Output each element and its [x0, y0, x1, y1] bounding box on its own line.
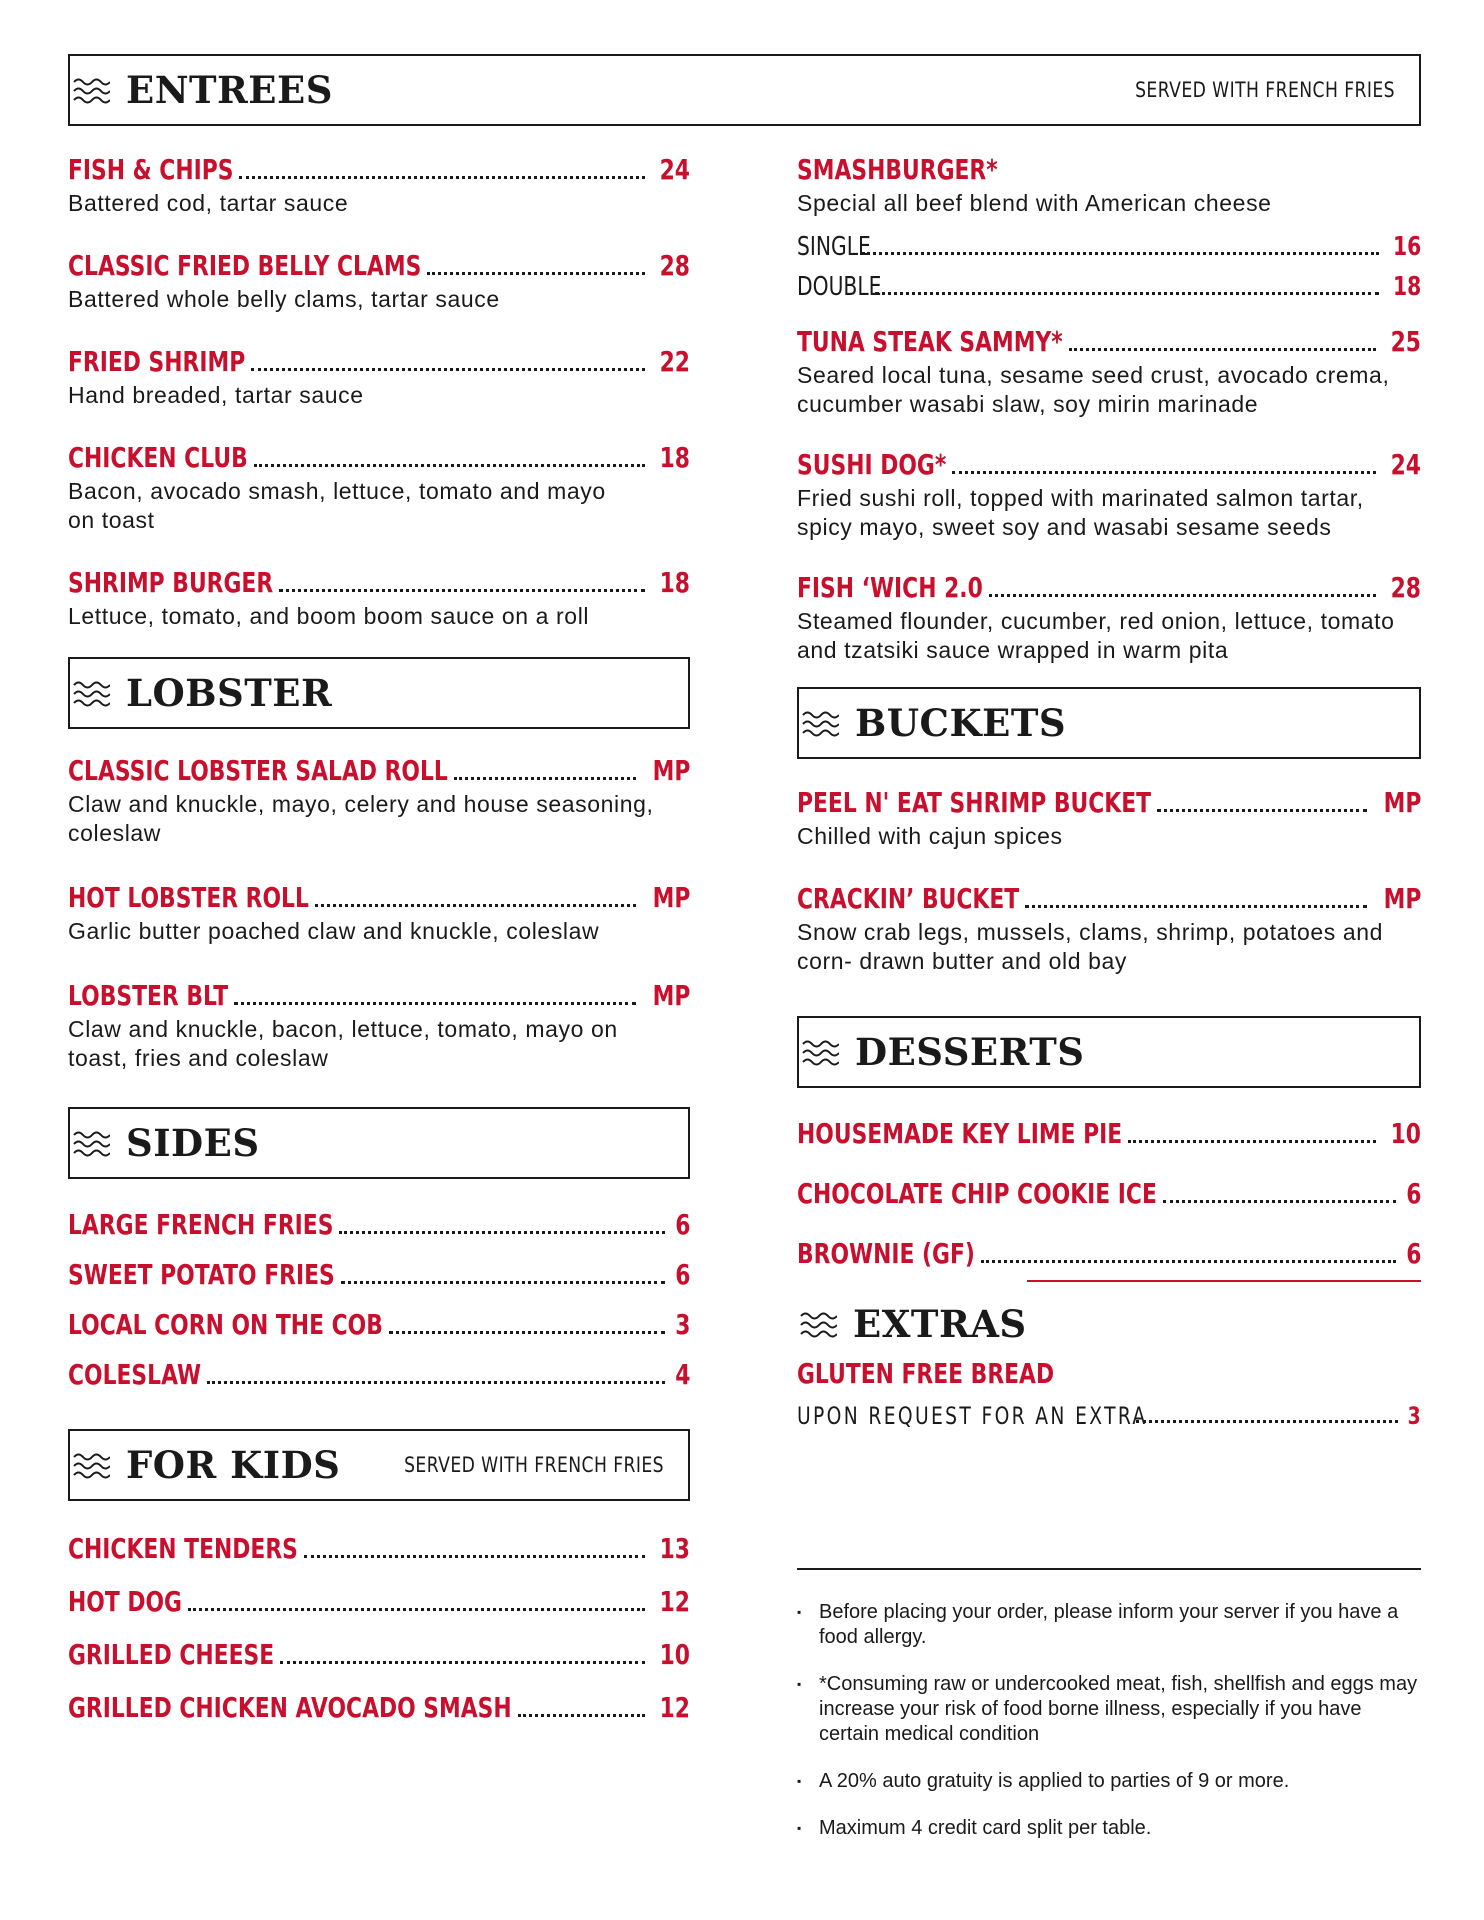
menu-item [68, 974, 690, 1073]
leader-dots [341, 1281, 665, 1284]
item-price: 24 [659, 153, 690, 186]
item-name: COLESLAW [68, 1358, 202, 1391]
item-name: LOBSTER BLT [68, 979, 229, 1012]
item-price: 12 [659, 1691, 690, 1724]
menu-item [797, 443, 1421, 542]
extras-price: 3 [1407, 1402, 1421, 1430]
leader-dots [389, 1331, 665, 1334]
leader-dots [239, 176, 645, 179]
item-name: PEEL N' EAT SHRIMP BUCKET [797, 786, 1152, 819]
item-name: GRILLED CHEESE [68, 1638, 275, 1671]
waves-icon [801, 1038, 839, 1068]
menu-item [68, 1203, 690, 1241]
sides-header [68, 1107, 690, 1179]
item-name: SUSHI DOG* [797, 448, 947, 481]
footnote: ▪ Maximum 4 credit card split per table. [797, 1816, 1421, 1841]
entrees-note: SERVED WITH FRENCH FRIES [1135, 78, 1395, 102]
waves-icon [799, 1310, 837, 1340]
leader-dots [315, 904, 636, 907]
leader-dots [1136, 1420, 1398, 1423]
item-name: SMASHBURGER* [797, 153, 998, 186]
menu-item [797, 566, 1421, 665]
item-price: 18 [659, 566, 690, 599]
item-price: 10 [1390, 1117, 1421, 1150]
item-desc: Garlic butter poached claw and knuckle, coleslaw [68, 918, 600, 944]
item-desc: Steamed flounder, cucumber, red onion, lettuce, tomato and tzatsiki sauce wrapped in warm pita [797, 608, 1395, 663]
item-desc: Claw and knuckle, bacon, lettuce, tomato, mayo on toast, fries and coleslaw [68, 1016, 618, 1071]
single-price: 16 [1392, 232, 1421, 262]
item-price: 3 [674, 1308, 690, 1341]
menu-item [68, 244, 690, 314]
leader-dots [427, 272, 645, 275]
item-price: 6 [674, 1208, 690, 1241]
menu-item-smashburger [797, 148, 1421, 302]
leader-dots [207, 1381, 664, 1384]
item-name: CRACKIN’ BUCKET [797, 882, 1020, 915]
desserts-rule [1027, 1280, 1421, 1282]
leader-dots [1157, 809, 1367, 812]
menu-item [68, 1633, 690, 1671]
item-desc: Chilled with cajun spices [797, 823, 1063, 849]
item-name: CHICKEN CLUB [68, 441, 248, 474]
extras-title: EXTRAS [853, 1302, 1027, 1346]
item-name: HOT DOG [68, 1585, 182, 1618]
item-desc: Bacon, avocado smash, lettuce, tomato and mayo on toast [68, 478, 606, 533]
leader-dots [862, 252, 1379, 255]
menu-item [797, 1112, 1421, 1150]
entrees-header [68, 54, 1421, 126]
lobster-list [68, 749, 690, 1073]
leader-dots [304, 1555, 645, 1558]
extras-sub-label: UPON REQUEST FOR AN EXTRA [797, 1402, 1148, 1430]
double-label: DOUBLE [797, 272, 882, 302]
leader-dots [989, 594, 1376, 597]
single-label: SINGLE [797, 232, 871, 262]
item-name: CHICKEN TENDERS [68, 1532, 298, 1565]
menu-item [68, 436, 690, 535]
waves-icon [801, 709, 839, 739]
item-desc: Battered cod, tartar sauce [68, 190, 349, 216]
footnotes [797, 1568, 1421, 1841]
left-column [68, 148, 690, 1724]
item-price: 12 [659, 1585, 690, 1618]
menu-item [68, 1253, 690, 1291]
waves-icon [72, 1451, 110, 1481]
leader-dots [254, 464, 645, 467]
menu-item [68, 1303, 690, 1341]
item-price: 28 [1390, 571, 1421, 604]
item-name: CLASSIC FRIED BELLY CLAMS [68, 249, 422, 282]
item-desc: Snow crab legs, mussels, clams, shrimp, potatoes and corn- drawn butter and old bay [797, 919, 1383, 974]
footnote: ▪ A 20% auto gratuity is applied to parties of 9 or more. [797, 1769, 1421, 1794]
menu-item [68, 1580, 690, 1618]
item-price: 25 [1390, 325, 1421, 358]
leader-dots [234, 1002, 635, 1005]
menu-item [68, 876, 690, 946]
menu-item [797, 1172, 1421, 1210]
item-name: LOCAL CORN ON THE COB [68, 1308, 383, 1341]
menu-item [68, 1353, 690, 1391]
double-price: 18 [1392, 272, 1421, 302]
leader-dots [1128, 1140, 1376, 1143]
item-name: HOT LOBSTER ROLL [68, 881, 309, 914]
item-price: MP [652, 754, 690, 787]
leader-dots [518, 1714, 645, 1717]
menu-item [68, 1527, 690, 1565]
item-price: 6 [674, 1258, 690, 1291]
item-name: CLASSIC LOBSTER SALAD ROLL [68, 754, 448, 787]
item-price: 6 [1405, 1237, 1421, 1270]
menu-item [68, 561, 690, 631]
menu-item [68, 148, 690, 218]
item-price: 10 [659, 1638, 690, 1671]
smashburger-single [797, 222, 1421, 262]
entrees-title: ENTREES [126, 68, 333, 112]
menu-item [797, 877, 1421, 976]
menu-item [797, 1232, 1421, 1270]
leader-dots [1163, 1200, 1396, 1203]
leader-dots [952, 471, 1376, 474]
leader-dots [280, 1661, 645, 1664]
leader-dots [1025, 905, 1366, 908]
item-price: 24 [1390, 448, 1421, 481]
item-price: MP [1383, 882, 1421, 915]
item-price: MP [1383, 786, 1421, 819]
menu-item [68, 1686, 690, 1724]
item-name: HOUSEMADE KEY LIME PIE [797, 1117, 1123, 1150]
sides-list [68, 1203, 690, 1391]
item-name: FISH & CHIPS [68, 153, 234, 186]
entrees-left-list [68, 148, 690, 631]
item-name: LARGE FRENCH FRIES [68, 1208, 334, 1241]
desserts-list [797, 1112, 1421, 1270]
leader-dots [454, 777, 636, 780]
item-name: FRIED SHRIMP [68, 345, 246, 378]
menu-item-extras [797, 1352, 1421, 1430]
item-price: 18 [659, 441, 690, 474]
kids-list [68, 1527, 690, 1724]
item-price: MP [652, 979, 690, 1012]
item-desc: Claw and knuckle, mayo, celery and house seasoning, coleslaw [68, 791, 654, 846]
leader-dots [188, 1608, 645, 1611]
item-name: GLUTEN FREE BREAD [797, 1357, 1055, 1390]
item-desc: Special all beef blend with American cheese [797, 190, 1272, 216]
sides-title: SIDES [126, 1121, 260, 1165]
item-desc: Seared local tuna, sesame seed crust, avocado crema, cucumber wasabi slaw, soy mirin marinade [797, 362, 1390, 417]
footnote: ▪ *Consuming raw or undercooked meat, fish, shellfish and eggs may increase your risk of food borne illness, especially if you have certain medical condition [797, 1672, 1421, 1747]
item-price: 4 [674, 1358, 690, 1391]
desserts-header [797, 1016, 1421, 1088]
right-column [797, 148, 1421, 1430]
leader-dots [279, 589, 645, 592]
item-price: 22 [659, 345, 690, 378]
smashburger-double [797, 262, 1421, 302]
menu-item [68, 340, 690, 410]
menu-item [68, 749, 690, 848]
item-name: FISH ‘WICH 2.0 [797, 571, 983, 604]
item-desc: Lettuce, tomato, and boom boom sauce on a roll [68, 603, 590, 629]
item-name: BROWNIE (GF) [797, 1237, 975, 1270]
item-name: GRILLED CHICKEN AVOCADO SMASH [68, 1691, 512, 1724]
lobster-header [68, 657, 690, 729]
menu-item [797, 781, 1421, 851]
item-name: TUNA STEAK SAMMY* [797, 325, 1063, 358]
item-price: 13 [659, 1532, 690, 1565]
leader-dots [981, 1260, 1396, 1263]
kids-title: FOR KIDS [126, 1443, 341, 1487]
leader-dots [251, 368, 645, 371]
item-desc: Battered whole belly clams, tartar sauce [68, 286, 500, 312]
buckets-header [797, 687, 1421, 759]
item-price: 28 [659, 249, 690, 282]
item-name: SHRIMP BURGER [68, 566, 274, 599]
lobster-title: LOBSTER [126, 671, 333, 715]
item-desc: Hand breaded, tartar sauce [68, 382, 364, 408]
footnote: ▪ Before placing your order, please inform your server if you have a food allergy. [797, 1600, 1421, 1650]
item-price: 6 [1405, 1177, 1421, 1210]
item-name: SWEET POTATO FRIES [68, 1258, 335, 1291]
item-name: CHOCOLATE CHIP COOKIE ICE [797, 1177, 1157, 1210]
entrees-right-list [797, 320, 1421, 665]
menu-item [797, 320, 1421, 419]
leader-dots [1069, 348, 1376, 351]
item-price: MP [652, 881, 690, 914]
waves-icon [72, 76, 110, 106]
leader-dots [875, 292, 1379, 295]
waves-icon [72, 679, 110, 709]
kids-note: SERVED WITH FRENCH FRIES [404, 1453, 664, 1477]
buckets-title: BUCKETS [855, 701, 1067, 745]
buckets-list [797, 781, 1421, 976]
desserts-title: DESSERTS [855, 1030, 1085, 1074]
waves-icon [72, 1129, 110, 1159]
item-desc: Fried sushi roll, topped with marinated salmon tartar, spicy mayo, sweet soy and wasabi sesame seeds [797, 485, 1364, 540]
extras-header [797, 1296, 1421, 1352]
extras-sub [797, 1390, 1421, 1430]
leader-dots [339, 1231, 664, 1234]
kids-header [68, 1429, 690, 1501]
